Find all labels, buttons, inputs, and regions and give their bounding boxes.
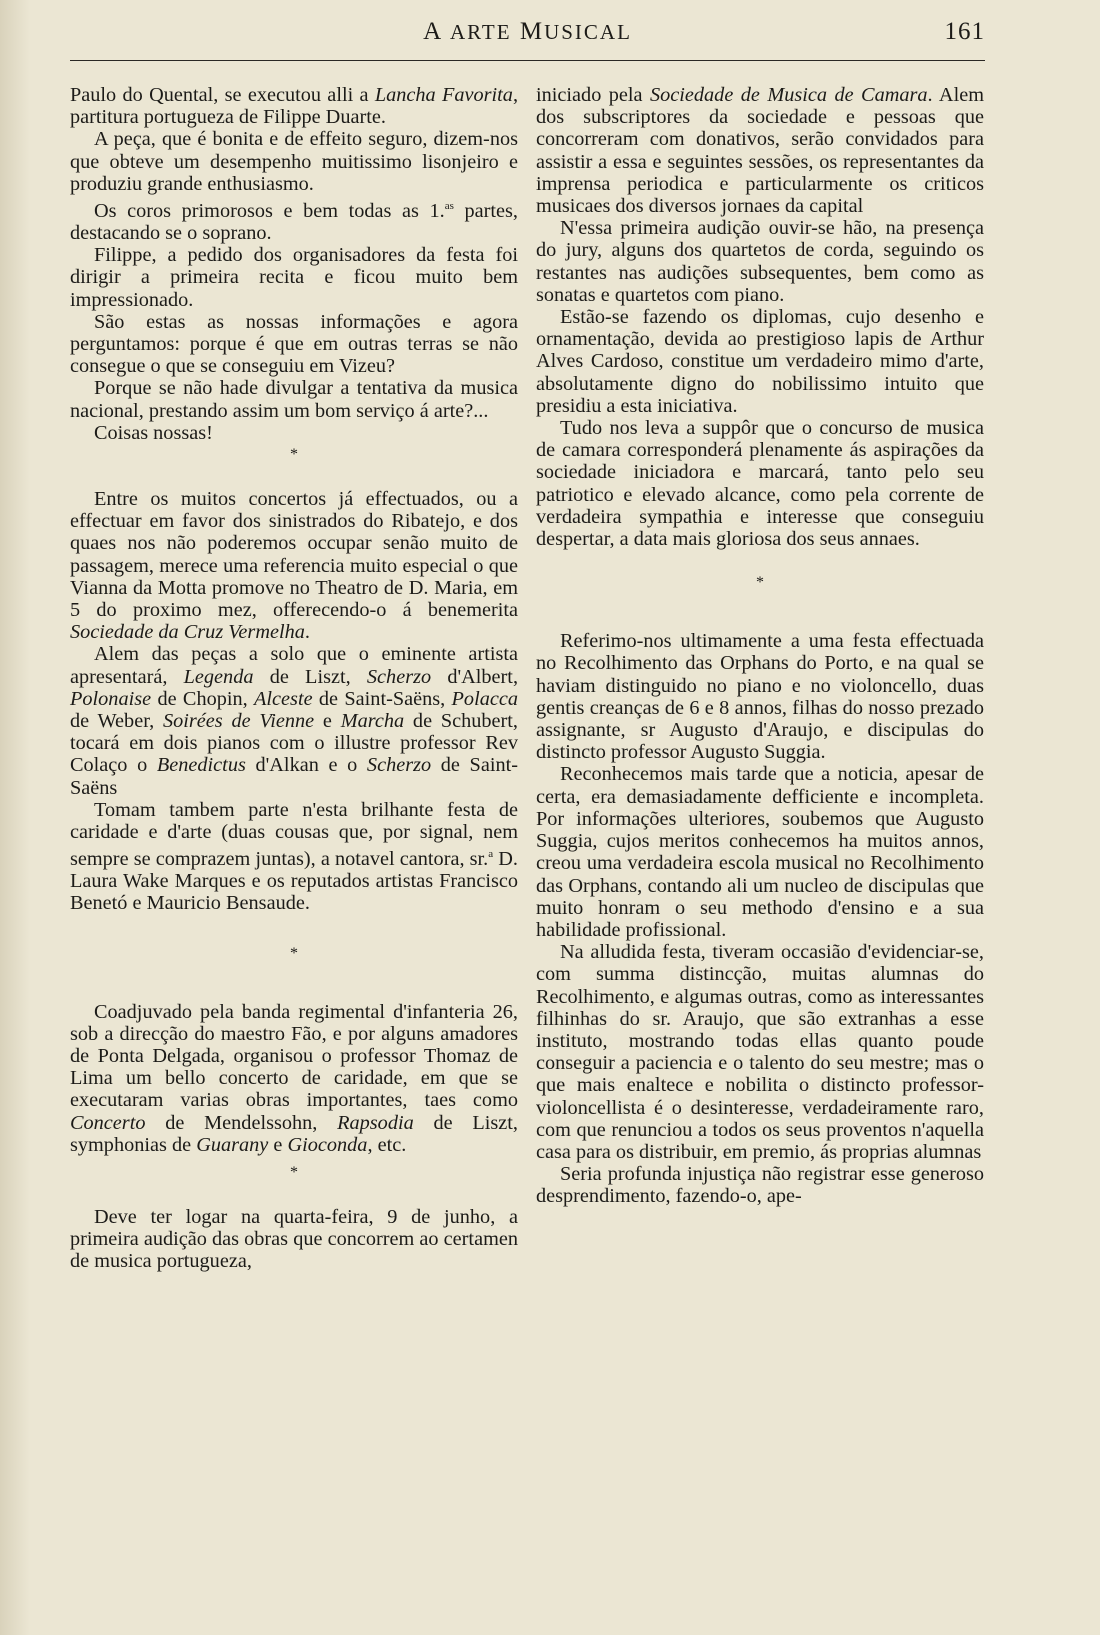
paragraph: Alem das peças a solo que o eminente artista apresentará, Legenda de Liszt, Scherzo d'Albert, Polonaise de Chopin, Alceste de Saint-Saëns, Polacca de Weber, Soirées de Vienne e Marcha de Schubert, tocará em dois pianos com o illustre professor Rev Colaço o Benedictus d'Alkan e o Scherzo de Saint-Saëns	[70, 643, 519, 799]
paragraph: Referimo-nos ultimamente a uma festa effectuada no Recolhimento das Orphans do Porto, e na qual se haviam distinguido no piano e no violoncello, duas gentis creanças de 6 e 8 annos, filhas do nosso prezado assignante, sr Augusto d'Araujo, e discipulas do distincto professor Augusto Suggia.	[536, 630, 984, 764]
section-separator: *	[290, 446, 298, 464]
paragraph: Coisas nossas!	[94, 421, 213, 444]
section-separator: *	[290, 1164, 298, 1182]
paragraph: N'essa primeira audição ouvir-se hão, na presença do jury, alguns dos quartetos de corda, seguindo os restantes nas audições subsequentes, bem como as sonatas e quartetos com piano.	[536, 217, 984, 306]
header-rule	[70, 60, 985, 61]
paragraph: Reconhecemos mais tarde que a noticia, apesar de certa, era demasiadamente defficiente e incompleta. Por informações ulteriores, soubemos que Augusto Suggia, cujos meritos conhecemos ha muitos annos, creou uma verdadeira escola musical no Recolhimento das Orphans, contando ali um nucleo de discipulas que muito honram o seu methodo d'ensino e a sua habilidade profissional.	[536, 763, 984, 941]
paragraph: Estão-se fazendo os diplomas, cujo desenho e ornamentação, devida ao prestigioso lapis de Arthur Alves Cardoso, constitue um verdadeiro mimo d'arte, absolutamente digno do nobilissimo intuito que presidiu a esta iniciativa.	[536, 306, 984, 417]
paragraph: Paulo do Quental, se executou alli a Lancha Favorita, partitura portugueza de Filippe Duarte.	[70, 84, 519, 129]
page-number: 161	[944, 18, 985, 45]
paragraph: Seria profunda injustiça não registrar esse generoso desprendimento, fazendo-o, ape-	[536, 1163, 984, 1208]
paragraph: Tudo nos leva a suppôr que o concurso de musica de camara corresponderá plenamente ás aspirações da sociedade iniciadora e marcará, tanto pelo seu patriotico e elevado alcance, como pela corrente de verdadeira sympathia e interesse que conseguiu despertar, a data mais gloriosa dos seus annaes.	[536, 417, 984, 551]
paragraph: Coadjuvado pela banda regimental d'infanteria 26, sob a direcção do maestro Fão, e por alguns amadores de Ponta Delgada, organisou o professor Thomaz de Lima um bello concerto de caridade, em que se executaram varias obras importantes, taes como Concerto de Mendelssohn, Rapsodia de Liszt, symphonias de Guarany e Gioconda, etc.	[70, 1000, 518, 1156]
paragraph: Entre os muitos concertos já effectuados, ou a effectuar em favor dos sinistrados do Ribatejo, e dos quaes nos não poderemos occupar senão muito de passagem, merece uma referencia muito especial o que Vianna da Motta promove no Theatro de D. Maria, em 5 do proximo mez, offerecendo-o á benemerita Sociedade da Cruz Vermelha.	[70, 488, 518, 644]
running-header	[70, 18, 985, 48]
page-edge	[0, 0, 30, 1635]
section-separator: *	[756, 574, 764, 592]
paragraph: Os coros primorosos e bem todas as 1.$^{as}$ partes, destacando se o soprano.	[70, 199, 518, 244]
paragraph: Deve ter logar na quarta-feira, 9 de junho, a primeira audição das obras que concorrem ao certamen de musica portugueza,	[70, 1206, 518, 1273]
paragraph: Filippe, a pedido dos organisadores da festa foi dirigir a primeira recita e ficou muito bem impressionado.	[70, 244, 518, 311]
paragraph: Na alludida festa, tiveram occasião d'evidenciar-se, com summa distincção, muitas alumnas do Recolhimento, e algumas outras, como as interessantes filhinhas do sr. Araujo, que são extranhas a esse instituto, mostrando todas ellas quanto poude conseguir a paciencia e o talento do seu mestre; mas o que mais enaltece e nobilita o distincto professor-violoncellista é o desinteresse, verdadeiramente raro, com que renunciou a todos os seus proventos n'aquella casa para os distribuir, em premio, ás proprias alumnas	[536, 941, 984, 1163]
paragraph: São estas as nossas informações e agora perguntamos: porque é que em outras terras se não consegue o que se conseguiu em Vizeu?	[70, 310, 518, 378]
paragraph: iniciado pela Sociedade de Musica de Camara. Alem dos subscriptores da sociedade e pessoas que concorreram com donativos, serão convidados para assistir a essa e seguintes sessões, os representantes da imprensa periodica e particularmente os criticos musicaes dos diversos jornaes da capital	[536, 84, 984, 218]
paragraph: Porque se não hade divulgar a tentativa da musica nacional, prestando assim um bom serviço á arte?...	[70, 377, 518, 422]
paragraph: Tomam tambem parte n'esta brilhante festa de caridade e d'arte (duas cousas que, por signal, nem sempre se comprazem juntas), a notavel cantora, sr.$^a$ D. Laura Wake Marques e os reputados artistas Francisco Benetó e Mauricio Bensaude.	[70, 798, 518, 915]
running-title: A ARTE MUSICAL	[423, 18, 632, 45]
left-column	[70, 84, 518, 1273]
paragraph: A peça, que é bonita e de effeito seguro, dizem-nos que obteve um desempenho muitissimo lisonjeiro e produziu grande enthusiasmo.	[70, 128, 518, 195]
section-separator: *	[290, 944, 298, 962]
right-column	[536, 84, 984, 1208]
